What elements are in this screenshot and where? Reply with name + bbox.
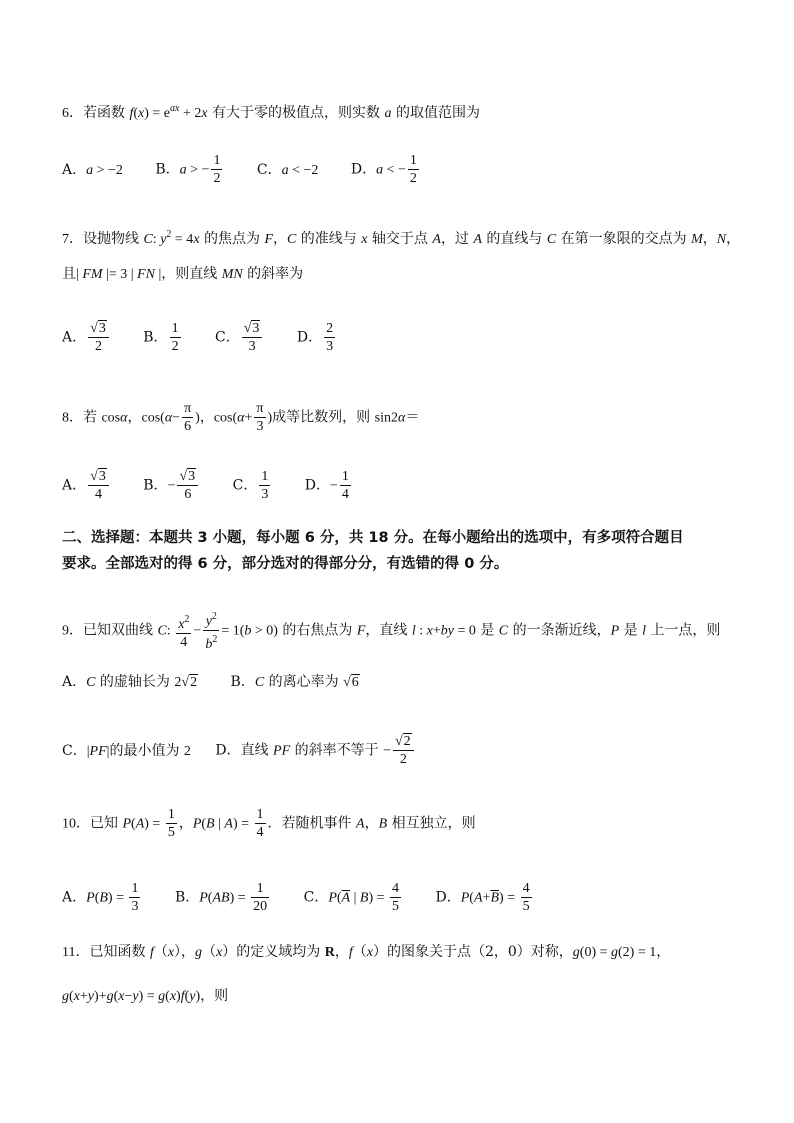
q6-option-c: C．a < −2 [256,161,319,178]
question-9-options-cd [62,733,754,768]
q7-option-d: D． $\frac{2}{3}$ [296,321,334,354]
q7-option-a: A． $\frac{√3}{2}$ [62,320,111,355]
q9-option-c: C．|PF|的最小值为 2 [62,742,191,759]
q6-option-a: A．a > −2 [62,161,123,178]
q10-option-a: A．P(B) = $\frac{1}{3}$ [62,881,139,914]
q8-option-a: A． $\frac{√3}{4}$ [62,468,111,503]
question-9-stem: 9．已知双曲线 C: $\frac{x^2}{4}$ − $\frac{y^2}{b^2}$ = 1(b > 0) 的右焦点为 F，直线 l : x+by = 0 是 C 的一条渐近线，P 是 l 上一点，则 [62,608,754,653]
q8-option-c: C． $\frac{1}{3}$ [232,469,269,502]
question-7-options [62,320,754,355]
q7-option-c: C． $\frac{√3}{3}$ [215,320,264,355]
q9-option-a: A．C 的虚轴长为 2√2 [62,674,198,690]
q6-option-b: B．a > − $\frac{1}{2}$ [155,153,221,186]
q9-option-d: D．直线 PF 的斜率不等于 − $\frac{√2}{2}$ [215,733,415,768]
q8-option-d: D．− $\frac{1}{4}$ [304,469,349,502]
question-8-stem: 8．若 cosα，cos(α− $\frac{\pi}{6}$ )，cos(α+ $\frac{\pi}{3}$ )成等比数列，则 sin2α＝ [62,401,420,434]
q10-option-c: C．$P(\overline{A}$ | B) = $\frac{4}{5}$ [303,881,400,914]
q6-option-d: D．a < − $\frac{1}{2}$ [350,153,417,186]
question-6-options [62,152,754,187]
q9-option-b: B．C 的离心率为 √6 [230,674,359,690]
question-8-options [62,468,754,503]
question-7-stem-line2: 且| FM |= 3 | FN |，则直线 MN 的斜率为 [62,266,304,282]
section-2-instructions-line1: 二、选择题：本题共 3 小题，每小题 6 分，共 18 分。在每小题给出的选项中，有多项符合题目 [62,530,684,546]
q8-option-b: B．− $\frac{√3}{6}$ [143,468,200,503]
question-11-stem-line1: 11．已知函数 f（x），g（x）的定义域均为 R，f（x）的图象关于点（2，0）对称，g(0) = g(2) = 1， [62,944,671,960]
question-10-options [62,880,754,915]
question-7-stem-line1: 7．设抛物线 C: $y^2 = 4x$ 的焦点为 F，C 的准线与 x 轴交于点 A，过 A 的直线与 C 在第一象限的交点为 M，N， [62,229,741,247]
q10-option-b: B．P(AB) = $\frac{1}{20}$ [174,881,268,914]
question-10-stem: 10．已知 P(A) = $\frac{1}{5}$ ，P(B | A) = $\frac{1}{4}$ ．若随机事件 A，B 相互独立，则 [62,807,476,840]
question-6-stem: 6．若函数 $f(x) = e^{ax} + 2x$ 有大于零的极值点，则实数 a 的取值范围为 [62,103,480,121]
section-2-instructions-line2: 要求。全部选对的得 6 分，部分选对的得部分分，有选错的得 0 分。 [62,556,509,572]
question-11-stem-line2: g(x+y)+g(x−y) = g(x)f(y)，则 [62,988,229,1004]
q10-option-d: D．$P(A+\overline{B})$ = $\frac{4}{5}$ [435,881,530,914]
question-9-options-ab [62,672,754,693]
q7-option-b: B． $\frac{1}{2}$ [143,321,179,354]
